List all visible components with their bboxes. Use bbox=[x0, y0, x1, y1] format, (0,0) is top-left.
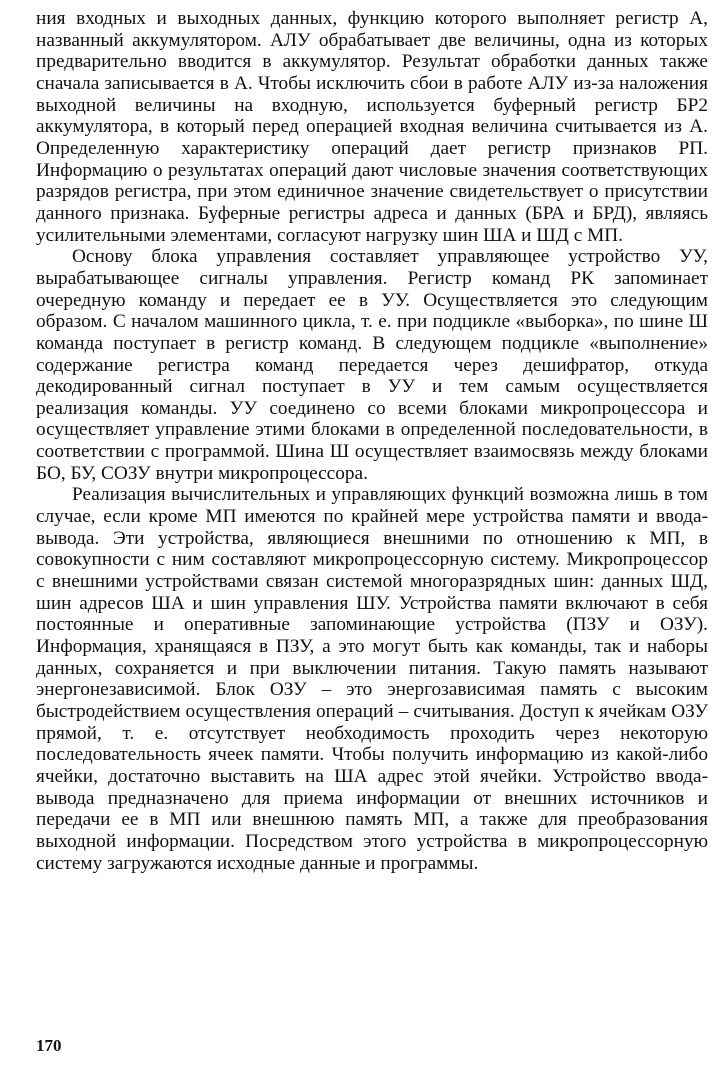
paragraph-continuation: ния входных и выходных данных, функцию которого выполняет регистр А, названный аккумулятором. АЛУ обрабатывает две величины, одна из которых предварительно вводится в аккумулятор. Результат обработки данных также сначала записывается в А. Чтобы исключить сбои в работе АЛУ из-за наложения выходной величины на входную, используется буферный регистр БР2 аккумулятора, в который перед операцией входная величина считывается из А. Определенную характеристику операций дает регистр признаков РП. Информацию о результатах операций дают числовые значения соответствующих разрядов регистра, при этом единичное значение свидетельствует о присутствии данного признака. Буферные регистры адреса и данных (БРА и БРД), являясь усилительными элементами, согласуют нагрузку шин ША и ШД с МП. bbox=[36, 8, 708, 246]
page-body bbox=[36, 8, 708, 874]
paragraph-microprocessor-system: Реализация вычислительных и управляющих функций возможна лишь в том случае, если кроме МП имеются по крайней мере устройства памяти и ввода-вывода. Эти устройства, являющиеся внешними по отношению к МП, в совокупности с ним составляют микропроцессорную систему. Микропроцессор с внешними устройствами связан системой многоразрядных шин: данных ШД, шин адресов ША и шин управления ШУ. Устройства памяти включают в себя постоянные и оперативные запоминающие устройства (ПЗУ и ОЗУ). Информация, хранящаяся в ПЗУ, а это могут быть как команды, так и наборы данных, сохраняется и при выключении питания. Такую память называют энергонезависимой. Блок ОЗУ – это энергозависимая память с высоким быстродействием осуществления операций – считывания. Доступ к ячейкам ОЗУ прямой, т. е. отсутствует необходимость проходить через некоторую последовательность ячеек памяти. Чтобы получить информацию из какой-либо ячейки, достаточно выставить на ША адрес этой ячейки. Устройство ввода-вывода предназначено для приема информации от внешних источников и передачи ее в МП или внешнюю память МП, а также для преобразования выходной информации. Посредством этого устройства в микропроцессорную систему загружаются исходные данные и программы. bbox=[36, 484, 708, 874]
paragraph-control-unit: Основу блока управления составляет управляющее устройство УУ, вырабатывающее сигналы управления. Регистр команд РК запоминает очередную команду и передает ее в УУ. Осуществляется это следующим образом. С началом машинного цикла, т. е. при подцикле «выборка», по шине Ш команда поступает в регистр команд. В следующем подцикле «выполнение» содержание регистра команд передается через дешифратор, откуда декодированный сигнал поступает в УУ и тем самым осуществляется реализация команды. УУ соединено со всеми блоками микропроцессора и осуществляет управление этими блоками в определенной последовательности, в соответствии с программой. Шина Ш осуществляет взаимосвязь между блоками БО, БУ, СОЗУ внутри микропроцессора. bbox=[36, 246, 708, 484]
page-number: 170 bbox=[36, 1036, 62, 1055]
